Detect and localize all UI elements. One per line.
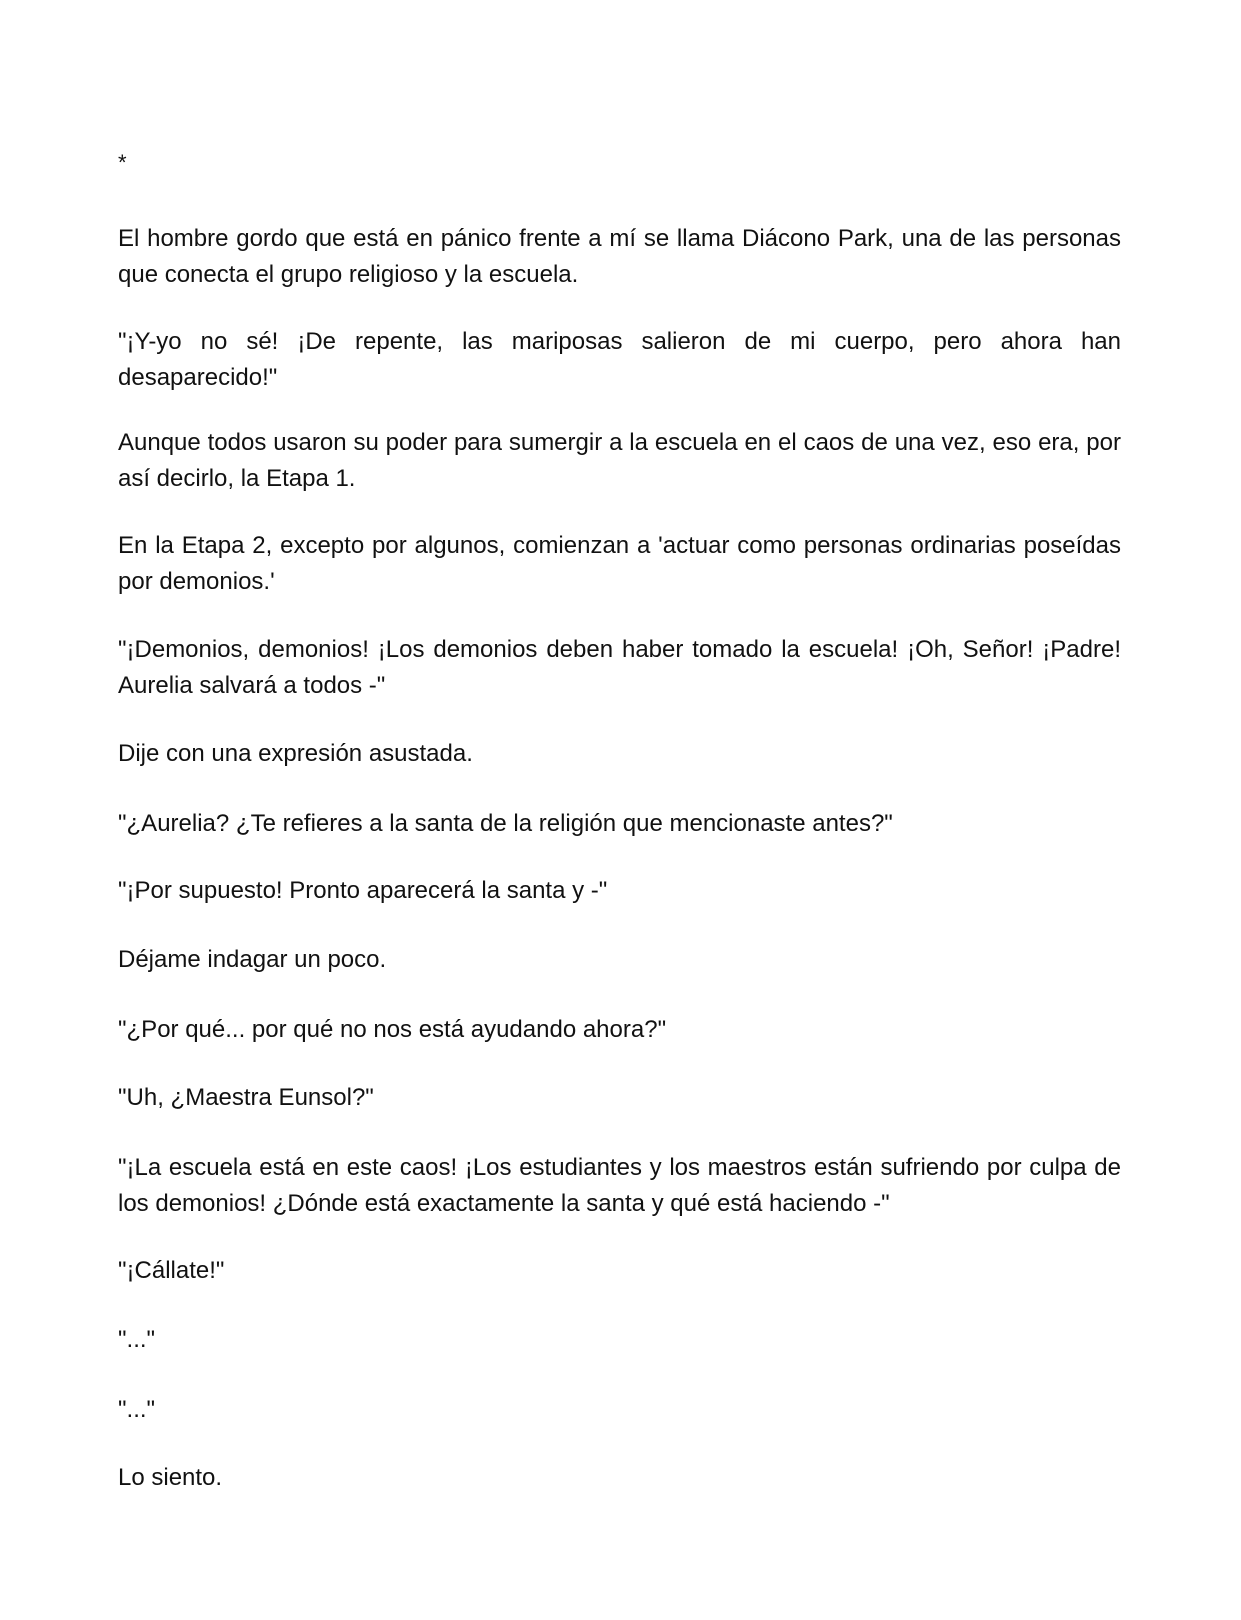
- paragraph-10: "¿Por qué... por qué no nos está ayudando ahora?": [118, 1016, 667, 1043]
- paragraph-15: "...": [118, 1396, 156, 1423]
- paragraph-14: "...": [118, 1326, 156, 1353]
- scene-break-asterisk: *: [118, 150, 127, 175]
- paragraph-12: "¡La escuela está en este caos! ¡Los estudiantes y los maestros están sufriendo por culpa de los demonios! ¿Dónde está exactamente la santa y qué está haciendo -": [118, 1154, 1121, 1217]
- paragraph-13: "¡Cállate!": [118, 1257, 225, 1284]
- paragraph-3: Aunque todos usaron su poder para sumergir a la escuela en el caos de una vez, eso era, por así decirlo, la Etapa 1.: [118, 429, 1121, 492]
- paragraph-8: "¡Por supuesto! Pronto aparecerá la santa y -": [118, 877, 608, 904]
- paragraph-5: "¡Demonios, demonios! ¡Los demonios deben haber tomado la escuela! ¡Oh, Señor! ¡Padre! Aurelia salvará a todos -": [118, 636, 1121, 699]
- paragraph-9: Déjame indagar un poco.: [118, 946, 387, 973]
- paragraph-4: En la Etapa 2, excepto por algunos, comienzan a 'actuar como personas ordinarias poseídas por demonios.': [118, 532, 1121, 595]
- paragraph-1: El hombre gordo que está en pánico frente a mí se llama Diácono Park, una de las personas que conecta el grupo religioso y la escuela.: [118, 225, 1121, 288]
- paragraph-2: "¡Y-yo no sé! ¡De repente, las mariposas salieron de mi cuerpo, pero ahora han desaparecido!": [118, 328, 1121, 391]
- paragraph-16: Lo siento.: [118, 1464, 223, 1491]
- paragraph-7: "¿Aurelia? ¿Te refieres a la santa de la religión que mencionaste antes?": [118, 810, 893, 837]
- paragraph-6: Dije con una expresión asustada.: [118, 740, 473, 767]
- paragraph-11: "Uh, ¿Maestra Eunsol?": [118, 1084, 374, 1111]
